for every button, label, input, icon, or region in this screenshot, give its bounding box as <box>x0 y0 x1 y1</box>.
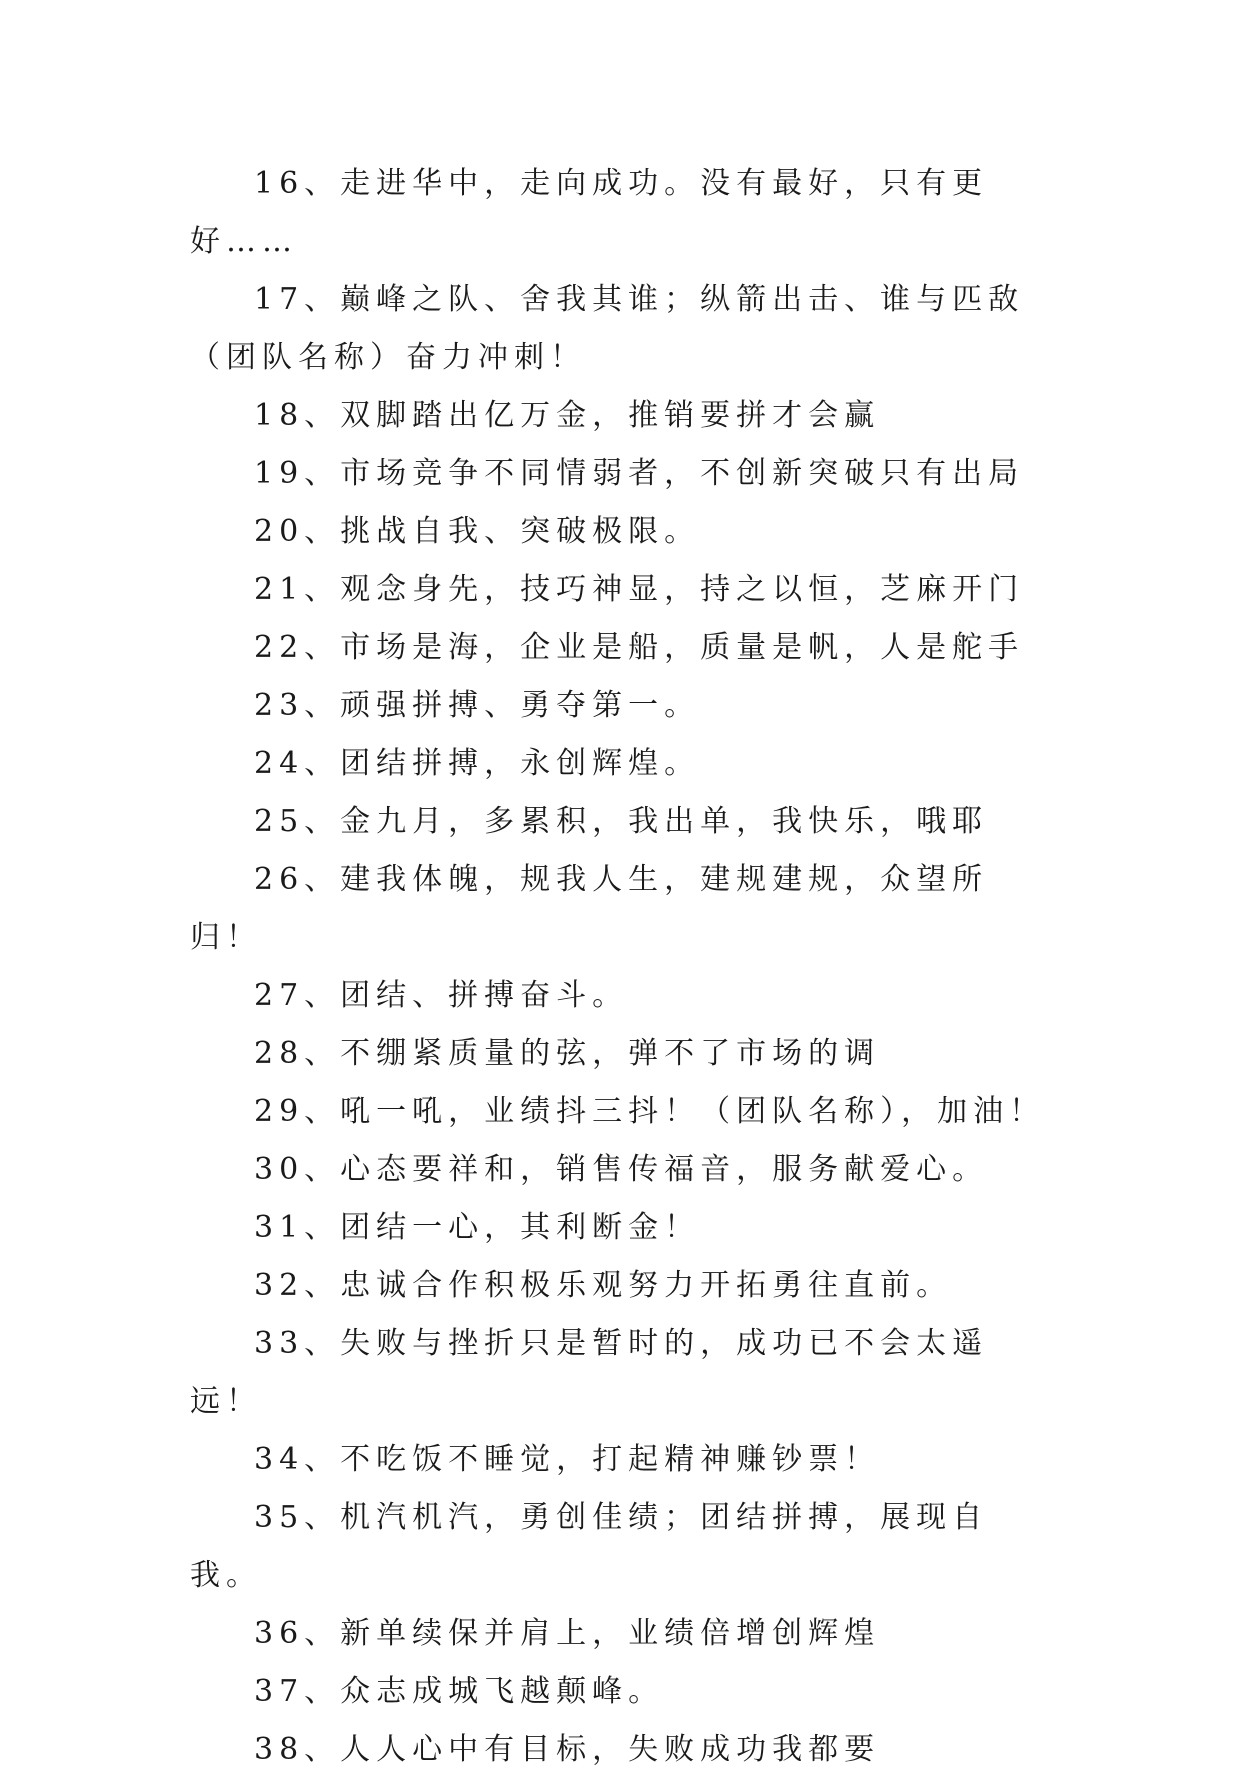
list-item: 18、双脚踏出亿万金，推销要拼才会赢 <box>254 398 881 433</box>
list-item: 31、团结一心，其利断金！ <box>254 1210 701 1245</box>
list-item: 23、顽强拼搏、勇夺第一。 <box>254 688 701 723</box>
list-item: 37、众志成城飞越颠峰。 <box>254 1674 665 1709</box>
list-item: 19、市场竞争不同情弱者，不创新突破只有出局 <box>254 456 1025 491</box>
list-item: 38、人人心中有目标，失败成功我都要 <box>254 1732 881 1767</box>
list-item: 22、市场是海，企业是船，质量是帆，人是舵手 <box>254 630 1025 665</box>
list-item: 25、金九月，多累积，我出单，我快乐，哦耶 <box>254 804 989 839</box>
list-item: 24、团结拼搏，永创辉煌。 <box>254 746 701 781</box>
slogan-list <box>190 155 1050 1779</box>
list-item: 28、不绷紧质量的弦，弹不了市场的调 <box>254 1036 881 1071</box>
list-item: 35、机汽机汽，勇创佳绩；团结拼搏，展现自我。 <box>190 1500 989 1593</box>
list-item: 20、挑战自我、突破极限。 <box>254 514 701 549</box>
list-item: 30、心态要祥和，销售传福音，服务献爱心。 <box>254 1152 989 1187</box>
list-item: 26、建我体魄，规我人生，建规建规，众望所归！ <box>190 862 989 955</box>
list-item: 29、吼一吼，业绩抖三抖！（团队名称），加油！ <box>254 1094 1046 1129</box>
list-item: 34、不吃饭不睡觉，打起精神赚钞票！ <box>254 1442 881 1477</box>
list-item: 17、巅峰之队、舍我其谁；纵箭出击、谁与匹敌（团队名称）奋力冲刺！ <box>190 282 1025 375</box>
list-item: 27、团结、拼搏奋斗。 <box>254 978 629 1013</box>
list-item: 16、走进华中，走向成功。没有最好，只有更好…… <box>190 166 989 259</box>
list-item: 36、新单续保并肩上，业绩倍增创辉煌 <box>254 1616 881 1651</box>
list-item: 32、忠诚合作积极乐观努力开拓勇往直前。 <box>254 1268 953 1303</box>
list-item: 21、观念身先，技巧神显，持之以恒，芝麻开门 <box>254 572 1025 607</box>
list-item: 33、失败与挫折只是暂时的，成功已不会太遥远！ <box>190 1326 989 1419</box>
